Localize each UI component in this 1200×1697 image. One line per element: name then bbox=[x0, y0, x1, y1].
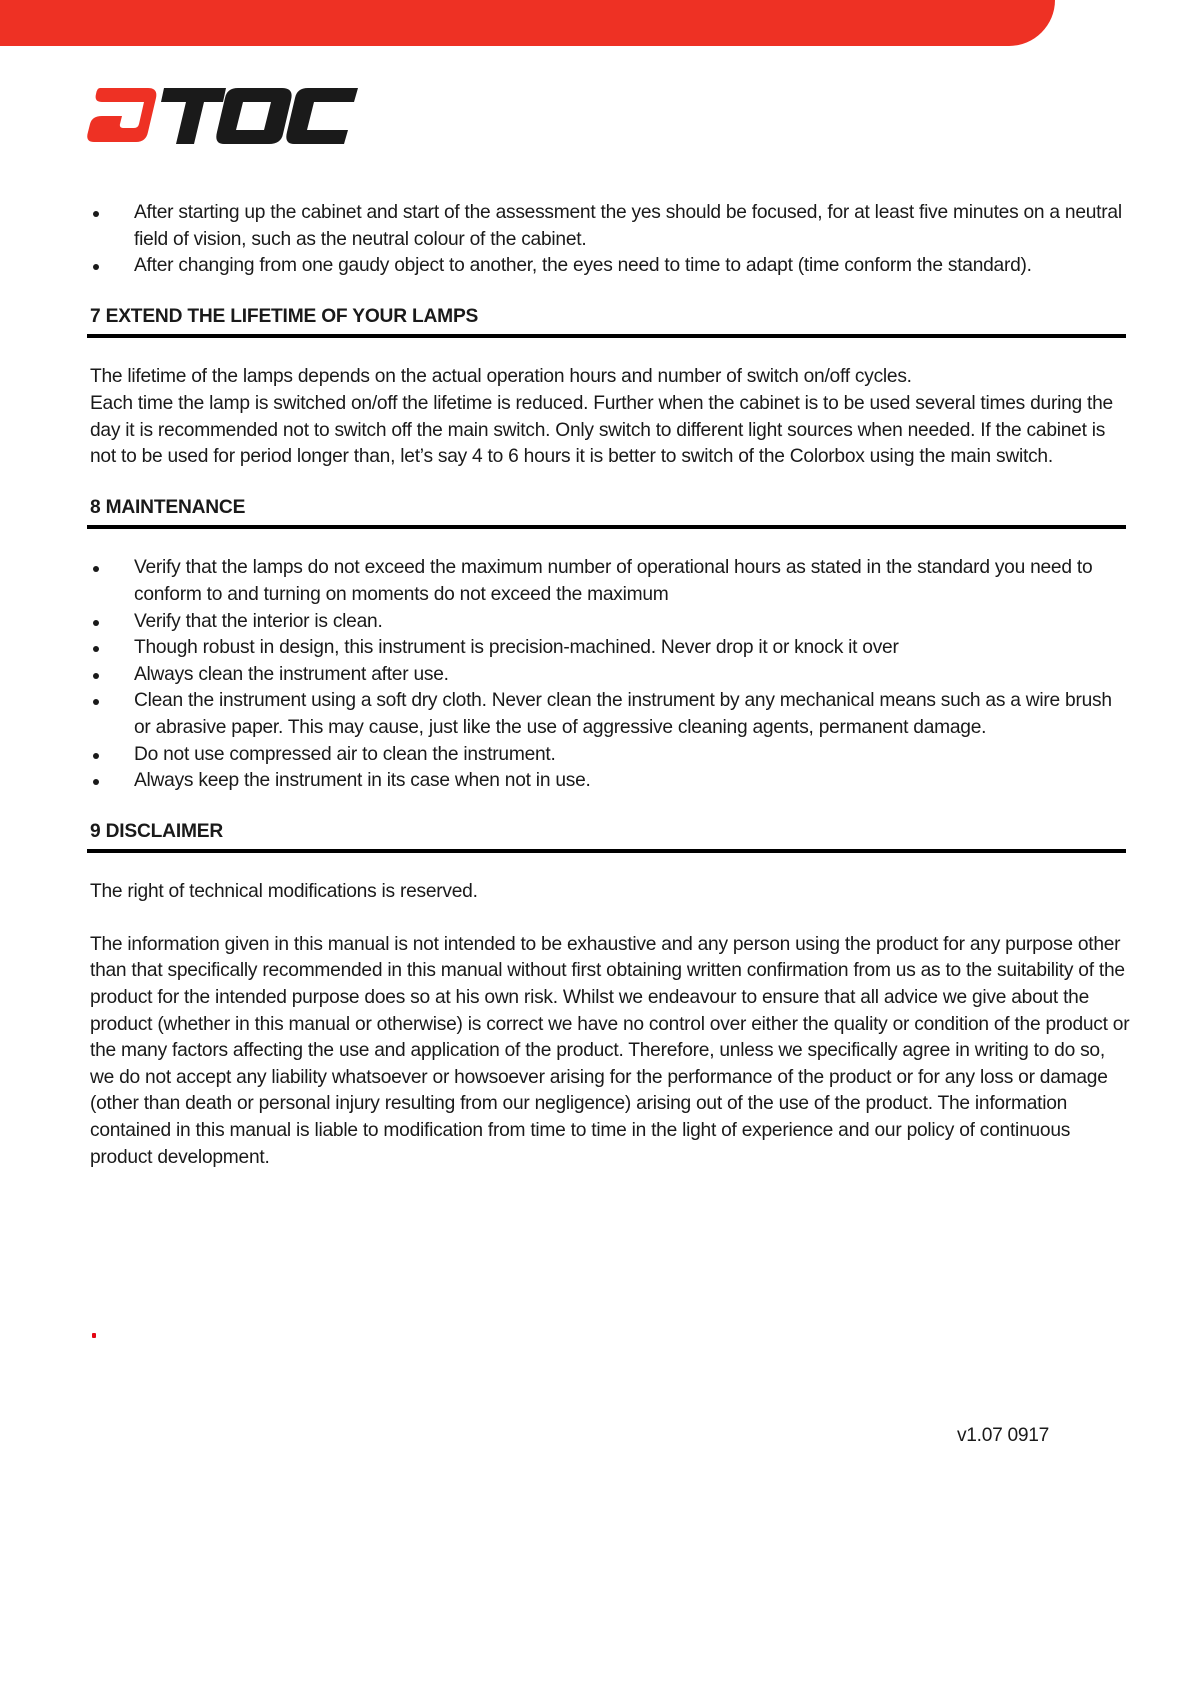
list-item bbox=[90, 200, 1130, 253]
intro-bullet-list bbox=[90, 200, 1130, 280]
maintenance-bullet-list bbox=[90, 555, 1130, 794]
bullet-icon bbox=[93, 211, 99, 217]
version-label: v1.07 0917 bbox=[957, 1425, 1049, 1446]
bullet-icon bbox=[93, 779, 99, 785]
logo-letter-c bbox=[286, 88, 358, 144]
disclaimer-paragraph-1: The right of technical modifications is reserved. bbox=[90, 881, 478, 903]
bullet-icon bbox=[93, 264, 99, 270]
list-item-text: Always clean the instrument after use. bbox=[134, 663, 449, 685]
list-item bbox=[90, 688, 1130, 741]
list-item bbox=[90, 635, 1130, 662]
bullet-icon bbox=[93, 673, 99, 679]
list-item bbox=[90, 742, 1130, 769]
section-heading-lamps: 7 EXTEND THE LIFETIME OF YOUR LAMPS bbox=[87, 304, 1126, 339]
tqc-logo-icon bbox=[86, 84, 358, 148]
document-body bbox=[90, 200, 1130, 1171]
list-item-text: Verify that the lamps do not exceed the maximum number of operational hours as stated in the standard you need to conform to and turning on moments do not exceed the maximum bbox=[134, 557, 1093, 605]
list-item-text: After starting up the cabinet and start of the assessment the yes should be focused, for at least five minutes on a neutral field of vision, such as the neutral colour of the cabinet. bbox=[134, 202, 1122, 250]
list-item bbox=[90, 609, 1130, 636]
logo-letter-t bbox=[161, 88, 226, 144]
logo-letter-q bbox=[216, 88, 291, 144]
list-item bbox=[90, 662, 1130, 689]
bullet-icon bbox=[93, 620, 99, 626]
lamps-paragraph bbox=[90, 364, 1130, 470]
list-item-text: After changing from one gaudy object to another, the eyes need to time to adapt (time conform the standard). bbox=[134, 255, 1032, 277]
lamps-paragraph-line-2: Each time the lamp is switched on/off the lifetime is reduced. Further when the cabinet is to be used several times during the day it is recommended not to switch off the main switch. Only switch to different light sources when needed. If the cabinet is not to be used for period longer than, let’s say 4 to 6 hours it is better to switch of the Colorbox using the main switch. bbox=[90, 392, 1113, 468]
section-heading-disclaimer: 9 DISCLAIMER bbox=[87, 819, 1126, 854]
list-item bbox=[90, 768, 1130, 795]
logo-red-mark bbox=[87, 88, 156, 142]
bullet-icon bbox=[93, 646, 99, 652]
bullet-icon bbox=[93, 566, 99, 572]
lamps-paragraph-line-1: The lifetime of the lamps depends on the actual operation hours and number of switch on/off cycles. bbox=[90, 366, 912, 388]
list-item-text: Clean the instrument using a soft dry cloth. Never clean the instrument by any mechanical means such as a wire brush or abrasive paper. This may cause, just like the use of aggressive cleaning agents, permanent damage. bbox=[134, 690, 1112, 738]
header-banner bbox=[0, 0, 1055, 46]
list-item bbox=[90, 253, 1130, 280]
list-item-text: Always keep the instrument in its case when not in use. bbox=[134, 770, 591, 792]
list-item bbox=[90, 555, 1130, 608]
red-marker-dot bbox=[92, 1333, 96, 1338]
list-item-text: Verify that the interior is clean. bbox=[134, 610, 383, 632]
disclaimer-paragraph-2: The information given in this manual is not intended to be exhaustive and any person using the product for any purpose other than that specifically recommended in this manual without first obtaining written confirmation from us as to the suitability of the product for the intended purpose does so at his own risk. Whilst we endeavour to ensure that all advice we give about the product (whether in this manual or otherwise) is correct we have no control over either the quality or condition of the product or the many factors affecting the use and application of the product. Therefore, unless we specifically agree in writing to do so, we do not accept any liability whatsoever or howsoever arising for the performance of the product or for any loss or damage (other than death or personal injury resulting from our negligence) arising out of the use of the product. The information contained in this manual is liable to modification from time to time in the light of experience and our policy of continuous product development. bbox=[90, 933, 1130, 1168]
bullet-icon bbox=[93, 699, 99, 705]
bullet-icon bbox=[93, 753, 99, 759]
list-item-text: Though robust in design, this instrument is precision-machined. Never drop it or knock it over bbox=[134, 637, 899, 659]
section-heading-maintenance: 8 MAINTENANCE bbox=[87, 495, 1126, 530]
list-item-text: Do not use compressed air to clean the instrument. bbox=[134, 743, 556, 765]
